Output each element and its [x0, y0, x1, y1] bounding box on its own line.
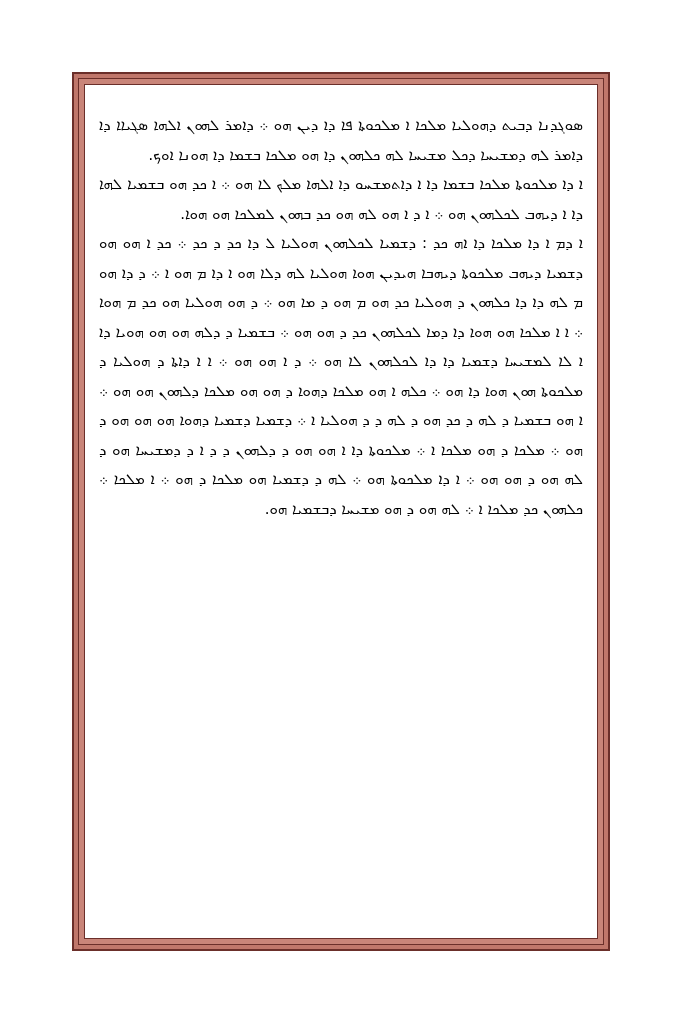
paragraph-3: ܐ ܕܡ ܐ ܕܐ ܡܠܟܐ ܕܐ ܐܗ ܟܕ : ܕܫܡܝܐ ܠܟܠܗܘܢ ܗܘܠܝܐ ܠ ܕܐ ܟܕ ܕ ܟܕ ܀ ܟܕ ܐ ܗܘ ܗܘ ܕܫܡܝܐ ܕܝܗܒ ܡܠܟܘܬܐ ܕܝܗܒܐ ܗܝܕܝܢ ܗܘܐ ܗܘܠܝܐ ܠܗ ܕܠܐ ܗܘ ܐ ܕܐ ܡ ܗܘ ܐ ܀ ܕ ܕܐ ܗܘ ܡ ܠܗ ܕܐ ܕܐ ܟܠܗܘܢ ܕ ܗܘܠܝܐ ܟܕ ܗܘ ܡ ܗܘ ܕ ܡܐ ܗܘ ܀ ܕ ܗܘ ܗܘܠܝܐ ܗܘ ܟܕ ܡ ܗܘܐ ܀ ܐ ܐ ܡܠܟܐ ܗܘ ܗܘܐ ܕܐ ܕܡܐ ܠܟܠܗܘܢ ܟܕ ܕ ܗܘ ܗܘ ܀ ܒܫܡܝܐ ܕ ܕܠܗ ܗܘ ܗܘ ܗܘܝܐ ܕܐ ܐ ܠܐ ܠܡܫܝܚܐ ܕܫܡܝܐ ܕܐ ܕܐ ܠܟܠܗܘܢ ܠܐ ܗܘ ܀ ܕ ܐ ܗܘ ܗܘ ܀ ܐ ܐ ܕܐܬܐ ܕ ܗܘܠܝܐ ܕ ܡܠܟܘܬܐ ܗܘܢ ܗܘܐ ܕܐ ܗܘ ܀ ܟܠܗ ܐ ܗܘ ܡܠܟܐ ܕܗܘܐ ܕ ܗܘ ܗܘ ܡܠܟܐ ܕܠܗܘܢ ܗܘ ܗܘ ܀ ܐ ܗܘ ܒܫܡܝܐ ܕ ܠܗ ܕ ܟܕ ܗܘ ܕ ܠܗ ܕ ܕ ܗܘܠܝܐ ܐ ܀ ܕܫܡܝܐ ܕܫܡܝܐ ܕܗܘܐ ܗܘ ܗܘ ܗܘ ܕ ܗܘ ܀ ܡܠܟܐ ܕ ܗܘ ܡܠܟܐ ܐ ܀ ܡܠܟܘܬܐ ܕܐ ܐ ܗܘ ܗܘ ܕ ܕܠܗܘܢ ܕ ܕ ܐ ܕ ܕܡܫܝܚܐ ܗܘ ܕ ܠܗ ܗܘ ܕ ܗܘ ܗܘ ܀ ܐ ܕܐ ܡܠܟܘܬܐ ܗܘ ܀ ܠܗ ܕ ܕܫܡܝܐ ܗܘ ܡܠܟܐ ܕ ܗܘ ܀ ܐ ܡܠܟܐ ܀ ܟܠܗܘܢ ܟܕ ܡܠܟܐ ܐ ܀ ܠܗ ܗܘ ܕ ܗܘ ܡܫܝܚܐ ܕܒܫܡܝܐ ܗܘ. — [99, 234, 583, 518]
body-text — [99, 111, 583, 524]
page-border — [72, 72, 610, 951]
page-content-area — [84, 84, 598, 939]
paragraph-1: ܣܘܓܕܢܐ ܕܒܝܬ ܕܗܘܠܝܐ ܡܠܟܐ ܐ ܡܠܟܘܬܐ ܦܐ ܕܐ ܕܝܢ ܗܘ ܀ ܕܐܡܪ ܠܗܘܢ ܐܠܗܐ ܣܓܝܐܐ ܕܐ ܕܐܡܪ ܠܗ ܕܡܫܝܚܐ ܕܟܠ ܡܫܝܚܐ ܠܗ ܟܠܗܘܢ ܕܐ ܗܘ ܡܠܟܐ ܒܫܡܐ ܕܐ ܗܘܢܐ ܐܘܟ. — [99, 116, 583, 164]
page-border-band — [78, 78, 604, 945]
paragraph-2: ܐ ܕܐ ܡܠܟܘܬܐ ܡܠܟܐ ܒܫܡܐ ܕܐ ܐ ܕܐܬܡܫܚܘ ܕܐ ܐܠܗܐ ܡܠܟ ܠܐ ܗܘ ܀ ܐ ܟܕ ܗܘ ܒܫܡܝܐ ܠܗܐ ܕܐ ܐ ܕܝܗܒ ܠܟܠܗܘܢ ܗܘ ܀ ܐ ܕ ܐ ܗܘ ܠܗ ܗܘ ܟܕ ܒܗܘܢ ܠܡܠܟܐ ܗܘ ܗܘܐ. — [99, 175, 583, 223]
